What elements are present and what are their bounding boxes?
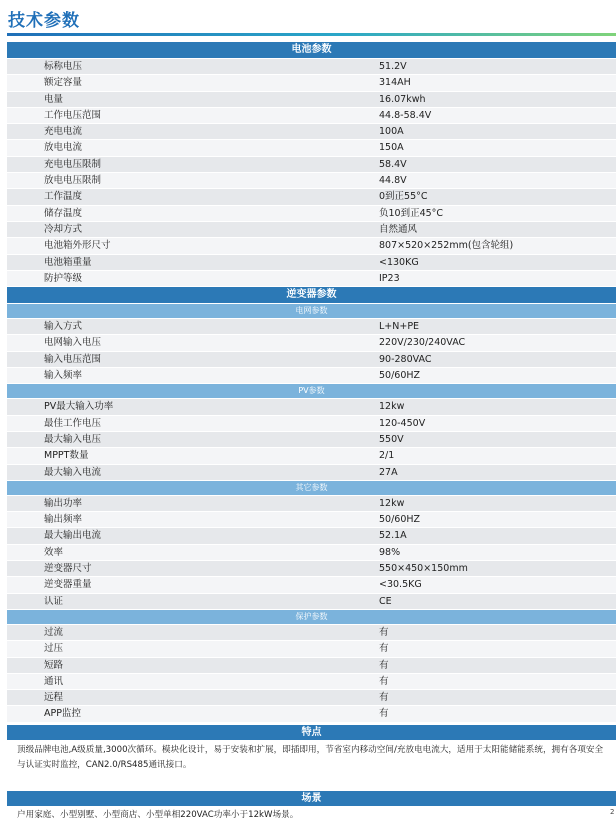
row-value: IP23 <box>379 272 400 284</box>
subsection-header-pv: PV参数 <box>7 384 616 398</box>
row-label: 放电电流 <box>44 142 83 154</box>
table-row <box>7 465 616 480</box>
row-label: 逆变器尺寸 <box>44 563 92 575</box>
row-label: 额定容量 <box>44 77 83 89</box>
scenarios-text: 户用家庭、小型别墅、小型商店、小型单相220VAC功率小于12kW场景。 <box>17 810 299 820</box>
row-label: 标称电压 <box>44 61 83 72</box>
row-label: 最大输入电流 <box>44 466 102 478</box>
row-label: 充电电流 <box>44 126 83 138</box>
row-value: L+N+PE <box>379 321 420 333</box>
subsection-header-grid: 电网参数 <box>7 304 616 318</box>
row-value: 150A <box>379 142 404 154</box>
grid-rows <box>7 319 616 383</box>
subsection-header-other: 其它参数 <box>7 481 616 495</box>
row-value: 52.1A <box>379 530 407 542</box>
row-label: 电量 <box>44 93 64 105</box>
row-value: 有 <box>379 708 389 720</box>
page-number: 2 <box>610 808 615 816</box>
row-value: 12kw <box>379 497 405 509</box>
row-value: 16.07kwh <box>379 93 426 105</box>
features-text: 顶级品牌电池,A级质量,3000次循环。模块化设计，易于安装和扩展，即插即用，节省室内移动空间/充放电电流大，适用于太阳能储能系统，拥有各项安全与认证实时监控，CAN2.0/RS485通讯接口。 <box>17 745 604 770</box>
spec-table <box>7 42 616 723</box>
row-value: 有 <box>379 626 389 638</box>
table-row <box>7 124 616 139</box>
table-row <box>7 706 616 721</box>
row-value: 100A <box>379 126 404 138</box>
row-label: 输出功率 <box>44 497 83 509</box>
row-label: 最大输入电压 <box>44 433 102 445</box>
table-row <box>7 496 616 511</box>
row-value: 0到正55°C <box>379 191 428 203</box>
table-row <box>7 335 616 350</box>
battery-rows <box>7 59 616 286</box>
table-row <box>7 674 616 689</box>
table-row <box>7 641 616 656</box>
row-value: 807×520×252mm(包含轮组) <box>379 240 514 252</box>
row-value: 2/1 <box>379 450 395 462</box>
row-value: 50/60HZ <box>379 370 421 382</box>
row-label: APP监控 <box>44 708 81 720</box>
subsection-header-protection: 保护参数 <box>7 610 616 624</box>
row-value: <130KG <box>379 256 419 268</box>
row-value: 44.8-58.4V <box>379 109 432 121</box>
row-value: 550×450×150mm <box>379 563 468 575</box>
table-row <box>7 75 616 90</box>
row-label: 认证 <box>44 595 64 607</box>
row-value: 50/60HZ <box>379 514 421 526</box>
row-label: 防护等级 <box>44 272 83 284</box>
table-row <box>7 222 616 237</box>
row-value: 12kw <box>379 401 405 413</box>
table-row <box>7 108 616 123</box>
row-label: 通讯 <box>44 675 64 687</box>
row-value: 44.8V <box>379 175 407 187</box>
row-label: PV最大输入功率 <box>44 401 114 413</box>
row-label: 输出频率 <box>44 514 83 526</box>
row-value: 51.2V <box>379 61 407 72</box>
table-row <box>7 271 616 286</box>
section-header-inverter: 逆变器参数 <box>7 287 616 303</box>
row-label: 充电电压限制 <box>44 158 102 170</box>
table-row <box>7 319 616 334</box>
row-label: 过流 <box>44 626 64 638</box>
table-row <box>7 577 616 592</box>
row-value: 有 <box>379 675 389 687</box>
row-label: MPPT数量 <box>44 450 89 462</box>
other-rows <box>7 496 616 609</box>
table-row <box>7 658 616 673</box>
row-label: 输入频率 <box>44 370 83 382</box>
row-value: 有 <box>379 692 389 704</box>
features-header: 特点 <box>7 725 616 740</box>
row-value: 314AH <box>379 77 411 89</box>
row-label: 输入电压范围 <box>44 353 102 365</box>
table-row <box>7 206 616 221</box>
row-label: 最大输出电流 <box>44 530 102 542</box>
row-value: 98% <box>379 546 401 558</box>
page-title: 技术参数 <box>8 11 80 31</box>
table-row <box>7 528 616 543</box>
pv-rows <box>7 399 616 479</box>
row-label: 冷却方式 <box>44 223 83 235</box>
row-label: 效率 <box>44 546 64 558</box>
table-row <box>7 255 616 270</box>
row-label: 远程 <box>44 692 64 704</box>
row-label: 过压 <box>44 643 64 655</box>
section-header-battery: 电池参数 <box>7 42 616 58</box>
table-row <box>7 140 616 155</box>
table-row <box>7 561 616 576</box>
row-value: 有 <box>379 659 389 671</box>
table-row <box>7 92 616 107</box>
protection-rows <box>7 625 616 722</box>
row-label: 放电电压限制 <box>44 175 102 187</box>
row-label: 最佳工作电压 <box>44 417 102 429</box>
table-row <box>7 594 616 609</box>
title-underline <box>7 33 616 36</box>
row-label: 短路 <box>44 659 64 671</box>
row-label: 逆变器重量 <box>44 579 92 591</box>
table-row <box>7 189 616 204</box>
table-row <box>7 545 616 560</box>
row-label: 电池箱重量 <box>44 256 92 268</box>
table-row <box>7 625 616 640</box>
row-value: CE <box>379 595 392 607</box>
table-row <box>7 173 616 188</box>
row-value: 27A <box>379 466 398 478</box>
row-value: 550V <box>379 433 404 445</box>
table-row <box>7 512 616 527</box>
row-label: 工作温度 <box>44 191 83 203</box>
table-row <box>7 238 616 253</box>
row-value: 有 <box>379 643 389 655</box>
row-value: 90-280VAC <box>379 353 432 365</box>
table-row <box>7 416 616 431</box>
row-value: 120-450V <box>379 417 426 429</box>
row-value: 58.4V <box>379 158 407 170</box>
row-label: 输入方式 <box>44 321 83 333</box>
row-value: 自然通风 <box>379 223 418 235</box>
row-label: 电网输入电压 <box>44 337 102 349</box>
table-row <box>7 59 616 74</box>
table-row <box>7 432 616 447</box>
scenarios-header: 场景 <box>7 791 616 806</box>
row-value: 负10到正45°C <box>379 207 444 219</box>
table-row <box>7 690 616 705</box>
table-row <box>7 368 616 383</box>
table-row <box>7 399 616 414</box>
table-row <box>7 448 616 463</box>
row-value: <30.5KG <box>379 579 422 591</box>
table-row <box>7 157 616 172</box>
row-label: 工作电压范围 <box>44 109 102 121</box>
row-label: 电池箱外形尺寸 <box>44 240 111 252</box>
row-value: 220V/230/240VAC <box>379 337 466 349</box>
table-row <box>7 352 616 367</box>
row-label: 储存温度 <box>44 207 83 219</box>
